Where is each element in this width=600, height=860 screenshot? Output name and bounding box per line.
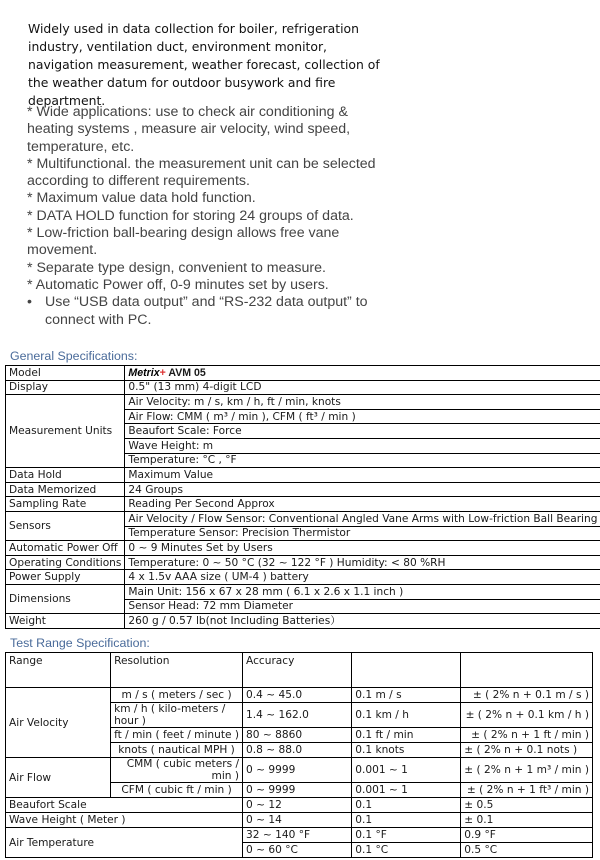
accuracy-cell: ± ( 2% n + 0.1 nots ) xyxy=(461,743,593,758)
spec-value: Maximum Value xyxy=(125,468,600,483)
accuracy-cell: ± 0.1 xyxy=(461,813,593,828)
unit-cell: ft / min ( feet / minute ) xyxy=(111,728,243,743)
table-row xyxy=(6,798,593,813)
table-row xyxy=(6,614,600,629)
table-row xyxy=(6,380,600,395)
dimensions-label: Dimensions xyxy=(6,584,125,613)
dimension-value: Sensor Head: 72 mm Diameter xyxy=(125,599,600,614)
header-empty xyxy=(461,653,593,688)
spec-label: Automatic Power Off xyxy=(6,541,125,556)
table-row xyxy=(6,511,600,526)
range-cell: 0 ~ 9999 xyxy=(243,758,352,783)
weight-value: 260 g / 0.57 lb(not Including Batteries） xyxy=(125,614,600,629)
model-plus: + xyxy=(159,366,166,379)
spec-value: 4 x 1.5v AAA size ( UM-4 ) battery xyxy=(125,570,600,585)
display-value: 0.5" (13 mm) 4-digit LCD xyxy=(125,380,600,395)
sensors-label: Sensors xyxy=(6,511,125,540)
resolution-cell: 0.1 knots xyxy=(352,743,461,758)
sensor-value: Air Velocity / Flow Sensor: Conventional Angled Vane Arms with Low-friction Ball Bearing xyxy=(125,511,600,526)
model-name: AVM 05 xyxy=(165,366,206,379)
resolution-cell: 0.1 km / h xyxy=(352,703,461,728)
accuracy-cell: ± ( 2% n + 1 m³ / min ) xyxy=(461,758,593,783)
spec-label: Data Memorized xyxy=(6,482,125,497)
air-velocity-label: Air Velocity xyxy=(6,688,111,758)
spec-label: Power Supply xyxy=(6,570,125,585)
test-range-table xyxy=(5,652,593,858)
spec-label: Operating Conditions xyxy=(6,555,125,570)
measurement-unit-value: Air Velocity: m / s, km / h, ft / min, knots xyxy=(125,395,600,410)
display-label: Display xyxy=(6,380,125,395)
feature-item: * Low-friction ball-bearing design allows free vane movement. xyxy=(27,225,340,259)
spec-value: 0 ~ 9 Minutes Set by Users xyxy=(125,541,600,556)
resolution-cell: 0.001 ~ 1 xyxy=(352,758,461,783)
table-row xyxy=(6,758,593,783)
feature-item: * DATA HOLD function for storing 24 groups of data. xyxy=(27,207,354,224)
bullet-mark: • xyxy=(27,294,32,311)
accuracy-cell: ± ( 2% n + 0.1 km / h ) xyxy=(461,703,593,728)
range-cell: 0 ~ 14 xyxy=(243,813,352,828)
resolution-cell: 0.1 xyxy=(352,798,461,813)
measurement-unit-value: Air Flow: CMM ( m³ / min ), CFM ( ft³ / min ) xyxy=(125,409,600,424)
table-row xyxy=(6,366,600,381)
feature-list xyxy=(27,104,397,329)
range-cell: 80 ~ 8860 xyxy=(243,728,352,743)
range-cell: 0 ~ 9999 xyxy=(243,783,352,798)
table-row xyxy=(6,813,593,828)
general-spec-title: General Specifications: xyxy=(10,349,138,363)
air-flow-label: Air Flow xyxy=(6,758,111,798)
accuracy-cell: ± ( 2% n + 0.1 m / s ) xyxy=(461,688,593,703)
table-row xyxy=(6,570,600,585)
spec-value: 24 Groups xyxy=(125,482,600,497)
resolution-cell: 0.1 ft / min xyxy=(352,728,461,743)
range-cell: 0.8 ~ 88.0 xyxy=(243,743,352,758)
range-cell: 1.4 ~ 162.0 xyxy=(243,703,352,728)
dimension-value: Main Unit: 156 x 67 x 28 mm ( 6.1 x 2.6 x 1.1 inch ) xyxy=(125,584,600,599)
test-range-title: Test Range Specification: xyxy=(10,636,150,650)
model-label: Model xyxy=(6,366,125,381)
sensor-value: Temperature Sensor: Precision Thermistor xyxy=(125,526,600,541)
table-row xyxy=(6,555,600,570)
table-row xyxy=(6,468,600,483)
measurement-unit-value: Temperature: °C , °F xyxy=(125,453,600,468)
spec-value: Temperature: 0 ~ 50 °C (32 ~ 122 °F ) Humidity: < 80 %RH xyxy=(125,555,600,570)
header-accuracy: Accuracy xyxy=(243,653,352,688)
header-resolution: Resolution xyxy=(111,653,243,688)
accuracy-cell: 0.9 °F xyxy=(461,828,593,843)
usb-text: Use “USB data output” and “RS-232 data output” to connect with PC. xyxy=(45,294,368,328)
unit-cell: km / h ( kilo-meters / hour ) xyxy=(111,703,243,728)
accuracy-cell: ± ( 2% n + 1 ft / min ) xyxy=(461,728,593,743)
table-row xyxy=(6,828,593,843)
range-cell: 0 ~ 12 xyxy=(243,798,352,813)
table-header-row xyxy=(6,653,593,688)
table-row xyxy=(6,395,600,410)
table-row xyxy=(6,584,600,599)
table-row xyxy=(6,541,600,556)
table-row xyxy=(6,497,600,512)
resolution-cell: 0.1 xyxy=(352,813,461,828)
feature-item: * Separate type design, convenient to measure. xyxy=(27,259,326,276)
feature-item: * Maximum value data hold function. xyxy=(27,190,256,207)
general-spec-table xyxy=(5,365,600,629)
spec-value: Reading Per Second Approx xyxy=(125,497,600,512)
resolution-cell: 0.1 °F xyxy=(352,828,461,843)
resolution-cell: 0.1 °C xyxy=(352,843,461,858)
table-row xyxy=(6,482,600,497)
accuracy-cell: 0.5 °C xyxy=(461,843,593,858)
weight-label: Weight xyxy=(6,614,125,629)
measurement-units-label: Measurement Units xyxy=(6,395,125,468)
header-empty xyxy=(352,653,461,688)
range-cell: 32 ~ 140 °F xyxy=(243,828,352,843)
resolution-cell: 0.001 ~ 1 xyxy=(352,783,461,798)
range-cell: 0.4 ~ 45.0 xyxy=(243,688,352,703)
feature-item: * Multifunctional. the measurement unit can be selected according to different requirements. xyxy=(27,155,376,190)
model-brand: Metrix xyxy=(128,366,160,379)
intro-paragraph: Widely used in data collection for boiler, refrigeration industry, ventilation duct, environment monitor, navigation measurement, weather forecast, collection of the weather datum for outdoor busywork and fire department. xyxy=(28,21,380,108)
measurement-unit-value: Beaufort Scale: Force xyxy=(125,424,600,439)
model-value xyxy=(125,366,600,381)
unit-cell: m / s ( meters / sec ) xyxy=(111,688,243,703)
unit-cell: CFM ( cubic ft / min ) xyxy=(111,783,243,798)
resolution-cell: 0.1 m / s xyxy=(352,688,461,703)
range-cell: 0 ~ 60 °C xyxy=(243,843,352,858)
air-temperature-label: Air Temperature xyxy=(6,828,243,858)
unit-cell: knots ( nautical MPH ) xyxy=(111,743,243,758)
accuracy-cell: ± 0.5 xyxy=(461,798,593,813)
table-row xyxy=(6,688,593,703)
feature-item: * Automatic Power off, 0-9 minutes set by users. xyxy=(27,276,329,293)
wave-height-label: Wave Height ( Meter ) xyxy=(6,813,243,828)
accuracy-cell: ± ( 2% n + 1 ft³ / min ) xyxy=(461,783,593,798)
beaufort-label: Beaufort Scale xyxy=(6,798,243,813)
measurement-unit-value: Wave Height: m xyxy=(125,438,600,453)
feature-item: * Wide applications: use to check air conditioning & heating systems , measure air velocity, wind speed, temperature, etc. xyxy=(27,104,351,155)
spec-label: Data Hold xyxy=(6,468,125,483)
unit-cell: CMM ( cubic meters / min ) xyxy=(111,758,243,783)
feature-item-usb xyxy=(27,294,397,329)
spec-label: Sampling Rate xyxy=(6,497,125,512)
header-range: Range xyxy=(6,653,111,688)
